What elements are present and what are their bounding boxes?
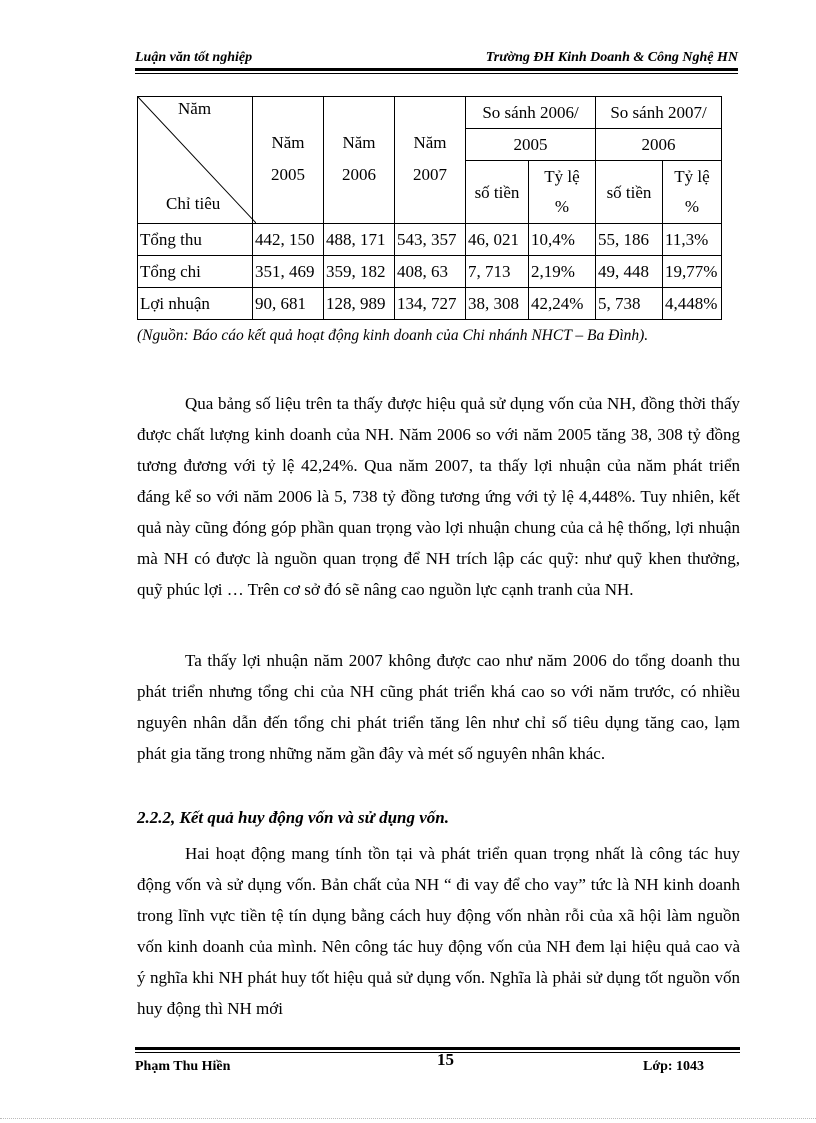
page-edge-dots: [0, 1118, 816, 1119]
table-row: [138, 288, 722, 320]
paragraph-text: Ta thấy lợi nhuận năm 2007 không được cao như năm 2006 do tổng doanh thu phát triển nhưng tổng chi của NH cũng phát triển khá cao so với năm trước, có nhiều nguyên nhân dẫn đến tổng chi phát triển tăng lên như chỉ số tiêu dụng tăng cao, lạm phát gia tăng trong những năm gần đây và mét số nguyên nhân khác.: [137, 651, 740, 763]
header-compare-2007-2006: So sánh 2007/: [596, 97, 722, 129]
year-value: 2006: [342, 165, 376, 184]
header-compare-2006-2005-base: 2005: [466, 129, 596, 161]
header-rule-thin: [135, 73, 738, 74]
page-number: 15: [437, 1050, 454, 1069]
table-cell: 90, 681: [253, 288, 324, 320]
table-cell: 55, 186: [596, 224, 663, 256]
table-cell: 351, 469: [253, 256, 324, 288]
table-row: [138, 224, 722, 256]
year-value: 2005: [271, 165, 305, 184]
row-label: Lợi nhuận: [138, 288, 253, 320]
subheader-ratio: [663, 161, 722, 224]
header-title-left: Luận văn tốt nghiệp: [135, 50, 253, 65]
header-year-2006: [324, 97, 395, 224]
header-title-right: Trường ĐH Kinh Doanh & Công Nghệ HN: [485, 50, 738, 65]
table-cell: 11,3%: [663, 224, 722, 256]
table-cell: 2,19%: [529, 256, 596, 288]
section-heading: 2.2.2, Kết quả huy động vốn và sử dụng vốn.: [137, 808, 449, 827]
table-cell: 488, 171: [324, 224, 395, 256]
table-cell: 38, 308: [466, 288, 529, 320]
year-prefix: Năm: [342, 133, 376, 152]
footer-class: Lớp: 1043: [643, 1059, 705, 1074]
table-cell: 5, 738: [596, 288, 663, 320]
paragraph-2: [137, 645, 740, 769]
table-cell: 128, 989: [324, 288, 395, 320]
header-compare-2007-2006-base: 2006: [596, 129, 722, 161]
table-cell: 4,448%: [663, 288, 722, 320]
table-cell: 7, 713: [466, 256, 529, 288]
corner-label-indicator: Chỉ tiêu: [166, 194, 221, 213]
row-label: Tổng thu: [138, 224, 253, 256]
paragraph-3: [137, 838, 740, 1024]
table-cell: 42,24%: [529, 288, 596, 320]
header-compare-2006-2005: So sánh 2006/: [466, 97, 596, 129]
row-label: Tổng chi: [138, 256, 253, 288]
year-value: 2007: [413, 165, 447, 184]
header-year-2007: [395, 97, 466, 224]
header-year-2005: [253, 97, 324, 224]
year-prefix: Năm: [413, 133, 447, 152]
table-cell: 49, 448: [596, 256, 663, 288]
header-rule-thick: [135, 68, 738, 71]
paragraph-text: Hai hoạt động mang tính tồn tại và phát triển quan trọng nhất là công tác huy động vốn và sử dụng vốn. Bản chất của NH “ đi vay để cho vay” tức là NH kinh doanh trong lĩnh vực tiền tệ tín dụng bằng cách huy động vốn nhàn rỗi của xã hội làm nguồn vốn kinh doanh của mình. Nên công tác huy động vốn của NH đem lại hiệu quả cao và ý nghĩa khi NH phát huy tốt hiệu quả sử dụng vốn. Nghĩa là phải sử dụng tốt nguồn vốn huy động thì NH mới: [137, 844, 740, 1018]
subheader-amount: số tiền: [596, 161, 663, 224]
table-cell: 359, 182: [324, 256, 395, 288]
table-cell: 442, 150: [253, 224, 324, 256]
ratio-unit: %: [684, 197, 700, 216]
table-cell: 134, 727: [395, 288, 466, 320]
corner-label-year: Năm: [178, 99, 212, 118]
table-cell: 408, 63: [395, 256, 466, 288]
paragraph-text: Qua bảng số liệu trên ta thấy được hiệu quả sử dụng vốn của NH, đồng thời thấy được chất lượng kinh doanh của NH. Năm 2006 so với năm 2005 tăng 38, 308 tỷ đồng tương đương với tỷ lệ 42,24%. Qua năm 2007, ta thấy lợi nhuận của năm phát triển đáng kể so với năm 2006 là 5, 738 tỷ đồng tương ứng với tỷ lệ 4,448%. Tuy nhiên, kết quả này cũng đóng góp phần quan trọng vào lợi nhuận chung của cả hệ thống, lợi nhuận mà NH có được là nguồn quan trọng để NH trích lập các quỹ: như quỹ khen thưởng, quỹ phúc lợi … Trên cơ sở đó sẽ nâng cao nguồn lực cạnh tranh của NH.: [137, 394, 740, 599]
paragraph-1: [137, 388, 740, 605]
table-cell: 19,77%: [663, 256, 722, 288]
subheader-ratio: [529, 161, 596, 224]
footer-author: Phạm Thu Hiền: [135, 1059, 231, 1074]
diagonal-corner-cell: [138, 97, 253, 224]
table-row: [138, 256, 722, 288]
subheader-amount: số tiền: [466, 161, 529, 224]
year-prefix: Năm: [271, 133, 305, 152]
ratio-label: Tỷ lệ: [674, 167, 710, 186]
ratio-unit: %: [554, 197, 570, 216]
financial-results-table: [137, 96, 722, 320]
table-cell: 10,4%: [529, 224, 596, 256]
table-cell: 543, 357: [395, 224, 466, 256]
table-source-note: (Nguồn: Báo cáo kết quả hoạt động kinh doanh của Chi nhánh NHCT – Ba Đình).: [137, 327, 649, 344]
table-cell: 46, 021: [466, 224, 529, 256]
ratio-label: Tỷ lệ: [544, 167, 580, 186]
